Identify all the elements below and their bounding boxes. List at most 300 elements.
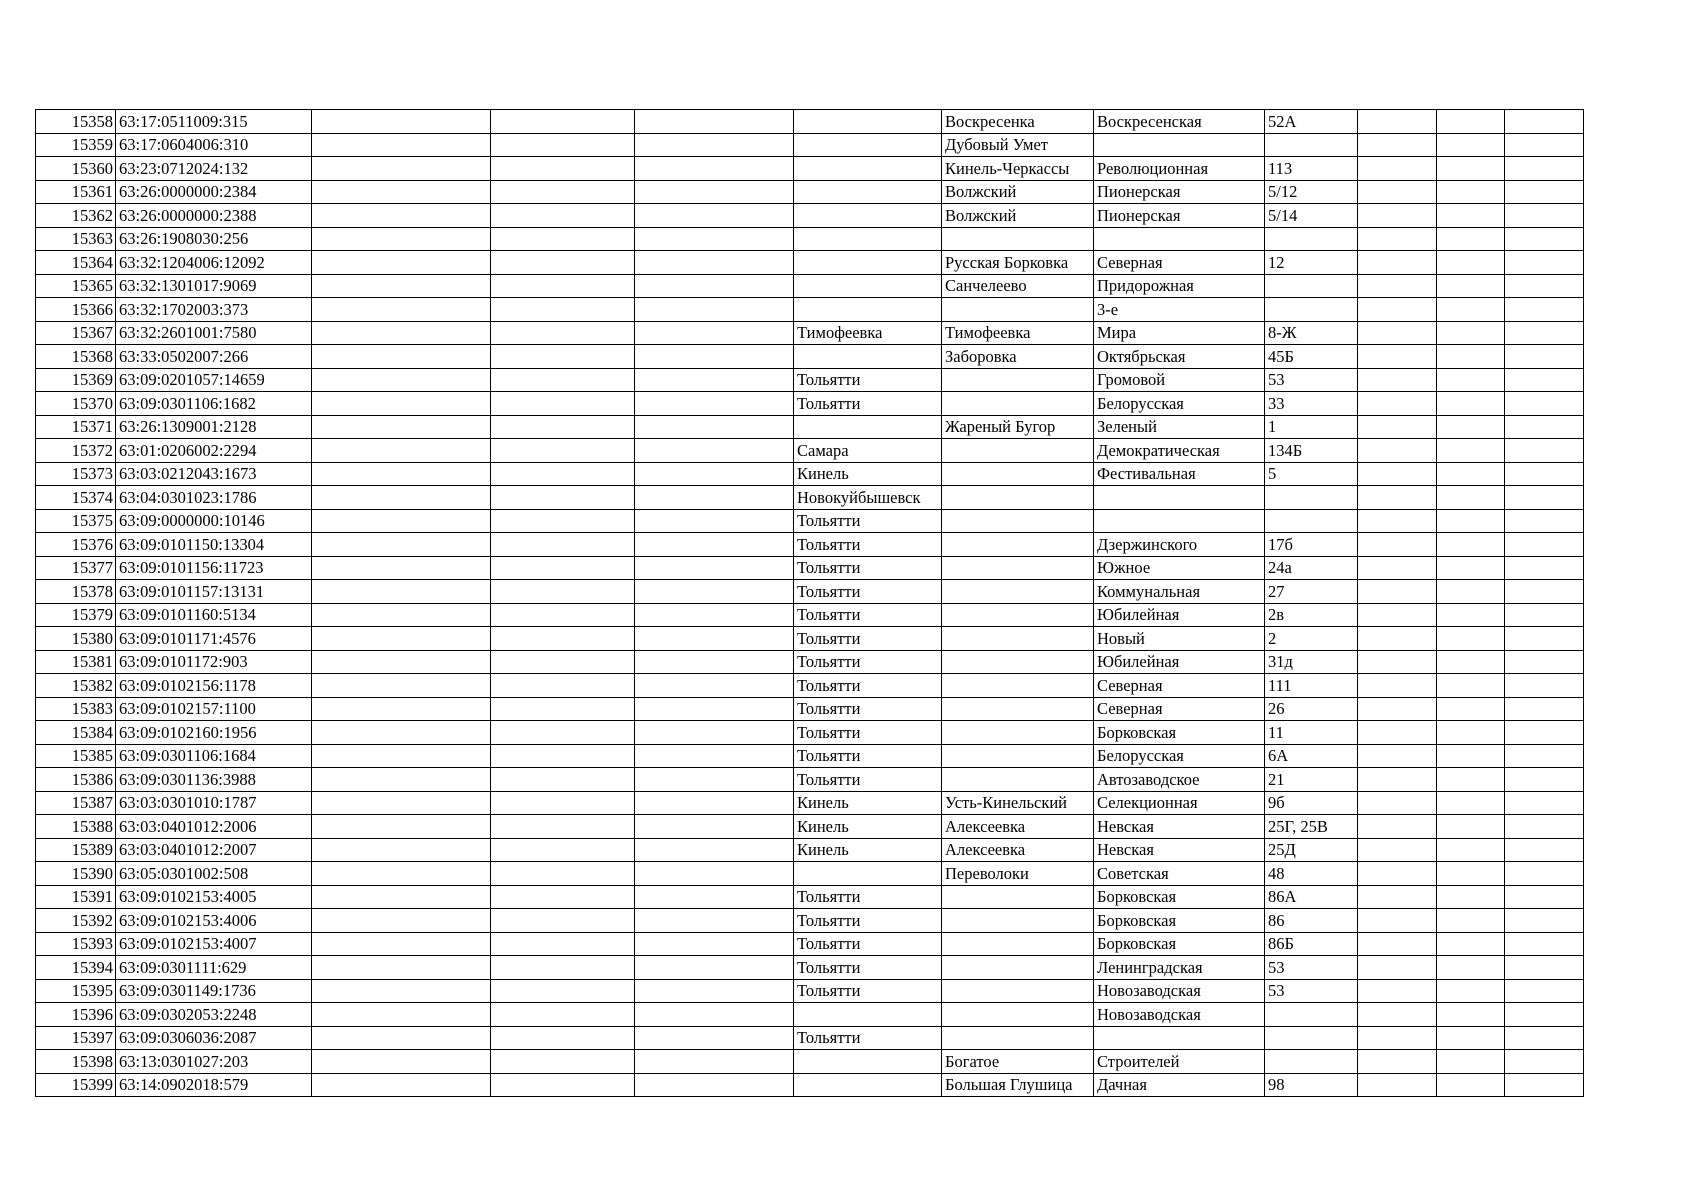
empty-cell xyxy=(491,392,635,416)
cadastral-number-cell: 63:23:0712024:132 xyxy=(116,157,312,181)
city-cell xyxy=(794,251,942,275)
empty-cell xyxy=(312,768,491,792)
empty-cell xyxy=(1437,415,1505,439)
empty-cell xyxy=(491,274,635,298)
empty-cell xyxy=(491,603,635,627)
street-cell: Новозаводская xyxy=(1094,979,1265,1003)
table-row xyxy=(36,439,1584,463)
house-number-cell: 111 xyxy=(1265,674,1358,698)
city-cell: Тольятти xyxy=(794,533,942,557)
cadastral-number-cell: 63:03:0401012:2007 xyxy=(116,838,312,862)
settlement-cell xyxy=(942,509,1094,533)
empty-cell xyxy=(1437,603,1505,627)
settlement-cell: Кинель-Черкассы xyxy=(942,157,1094,181)
table-row xyxy=(36,815,1584,839)
house-number-cell: 53 xyxy=(1265,956,1358,980)
empty-cell xyxy=(1505,650,1584,674)
house-number-cell: 11 xyxy=(1265,721,1358,745)
empty-cell xyxy=(635,486,794,510)
street-cell: Фестивальная xyxy=(1094,462,1265,486)
empty-cell xyxy=(635,274,794,298)
empty-cell xyxy=(635,885,794,909)
empty-cell xyxy=(1358,650,1437,674)
house-number-cell: 134Б xyxy=(1265,439,1358,463)
table-row xyxy=(36,932,1584,956)
city-cell: Тольятти xyxy=(794,697,942,721)
empty-cell xyxy=(312,1073,491,1097)
empty-cell xyxy=(491,415,635,439)
street-cell: Придорожная xyxy=(1094,274,1265,298)
empty-cell xyxy=(1358,1026,1437,1050)
row-number-cell: 15362 xyxy=(36,204,116,228)
empty-cell xyxy=(635,909,794,933)
cadastral-number-cell: 63:09:0306036:2087 xyxy=(116,1026,312,1050)
empty-cell xyxy=(635,298,794,322)
row-number-cell: 15373 xyxy=(36,462,116,486)
settlement-cell: Алексеевка xyxy=(942,838,1094,862)
house-number-cell: 25Д xyxy=(1265,838,1358,862)
settlement-cell: Усть-Кинельский xyxy=(942,791,1094,815)
empty-cell xyxy=(1437,180,1505,204)
street-cell: Борковская xyxy=(1094,885,1265,909)
city-cell: Тольятти xyxy=(794,768,942,792)
empty-cell xyxy=(312,697,491,721)
empty-cell xyxy=(491,133,635,157)
empty-cell xyxy=(312,439,491,463)
table-row xyxy=(36,979,1584,1003)
empty-cell xyxy=(635,1050,794,1074)
row-number-cell: 15360 xyxy=(36,157,116,181)
empty-cell xyxy=(1437,838,1505,862)
empty-cell xyxy=(1437,979,1505,1003)
cadastral-number-cell: 63:09:0101160:5134 xyxy=(116,603,312,627)
cadastral-number-cell: 63:09:0000000:10146 xyxy=(116,509,312,533)
row-number-cell: 15376 xyxy=(36,533,116,557)
street-cell: Дачная xyxy=(1094,1073,1265,1097)
empty-cell xyxy=(1437,1026,1505,1050)
empty-cell xyxy=(1358,603,1437,627)
table-row xyxy=(36,110,1584,134)
empty-cell xyxy=(1358,180,1437,204)
city-cell: Тольятти xyxy=(794,509,942,533)
city-cell: Тольятти xyxy=(794,650,942,674)
empty-cell xyxy=(1358,956,1437,980)
settlement-cell xyxy=(942,697,1094,721)
row-number-cell: 15382 xyxy=(36,674,116,698)
row-number-cell: 15367 xyxy=(36,321,116,345)
table-row xyxy=(36,345,1584,369)
empty-cell xyxy=(491,744,635,768)
empty-cell xyxy=(635,180,794,204)
street-cell: Коммунальная xyxy=(1094,580,1265,604)
empty-cell xyxy=(635,509,794,533)
row-number-cell: 15391 xyxy=(36,885,116,909)
settlement-cell xyxy=(942,227,1094,251)
row-number-cell: 15378 xyxy=(36,580,116,604)
empty-cell xyxy=(1358,321,1437,345)
row-number-cell: 15399 xyxy=(36,1073,116,1097)
empty-cell xyxy=(635,603,794,627)
empty-cell xyxy=(1358,627,1437,651)
street-cell xyxy=(1094,133,1265,157)
cadastral-number-cell: 63:26:0000000:2388 xyxy=(116,204,312,228)
empty-cell xyxy=(312,580,491,604)
table-row xyxy=(36,862,1584,886)
street-cell: Воскресенская xyxy=(1094,110,1265,134)
city-cell: Тольятти xyxy=(794,674,942,698)
table-row xyxy=(36,768,1584,792)
house-number-cell: 5/14 xyxy=(1265,204,1358,228)
row-number-cell: 15390 xyxy=(36,862,116,886)
city-cell: Тольятти xyxy=(794,392,942,416)
empty-cell xyxy=(491,298,635,322)
house-number-cell: 5/12 xyxy=(1265,180,1358,204)
empty-cell xyxy=(1505,815,1584,839)
settlement-cell: Тимофеевка xyxy=(942,321,1094,345)
table-row xyxy=(36,251,1584,275)
table-row xyxy=(36,462,1584,486)
cadastral-number-cell: 63:14:0902018:579 xyxy=(116,1073,312,1097)
empty-cell xyxy=(1358,533,1437,557)
street-cell: Селекционная xyxy=(1094,791,1265,815)
empty-cell xyxy=(1505,791,1584,815)
empty-cell xyxy=(635,791,794,815)
empty-cell xyxy=(491,556,635,580)
empty-cell xyxy=(635,815,794,839)
empty-cell xyxy=(491,486,635,510)
empty-cell xyxy=(1358,274,1437,298)
empty-cell xyxy=(1437,486,1505,510)
empty-cell xyxy=(491,368,635,392)
empty-cell xyxy=(491,204,635,228)
settlement-cell xyxy=(942,768,1094,792)
city-cell: Тольятти xyxy=(794,580,942,604)
house-number-cell: 5 xyxy=(1265,462,1358,486)
empty-cell xyxy=(312,368,491,392)
empty-cell xyxy=(312,345,491,369)
empty-cell xyxy=(635,1003,794,1027)
cadastral-number-cell: 63:32:2601001:7580 xyxy=(116,321,312,345)
empty-cell xyxy=(1505,909,1584,933)
empty-cell xyxy=(1358,791,1437,815)
empty-cell xyxy=(1437,1003,1505,1027)
empty-cell xyxy=(312,509,491,533)
table-row xyxy=(36,1073,1584,1097)
table-row xyxy=(36,509,1584,533)
row-number-cell: 15392 xyxy=(36,909,116,933)
empty-cell xyxy=(491,1026,635,1050)
empty-cell xyxy=(1358,415,1437,439)
table-row xyxy=(36,321,1584,345)
empty-cell xyxy=(312,909,491,933)
cadastral-number-cell: 63:09:0301136:3988 xyxy=(116,768,312,792)
empty-cell xyxy=(1437,368,1505,392)
table-row xyxy=(36,227,1584,251)
empty-cell xyxy=(1505,533,1584,557)
empty-cell xyxy=(491,721,635,745)
empty-cell xyxy=(1505,368,1584,392)
cadastral-number-cell: 63:09:0102153:4005 xyxy=(116,885,312,909)
street-cell xyxy=(1094,486,1265,510)
empty-cell xyxy=(1505,1003,1584,1027)
empty-cell xyxy=(1437,227,1505,251)
city-cell: Тольятти xyxy=(794,556,942,580)
cadastral-number-cell: 63:09:0102160:1956 xyxy=(116,721,312,745)
city-cell: Кинель xyxy=(794,462,942,486)
empty-cell xyxy=(1358,674,1437,698)
table-row xyxy=(36,697,1584,721)
empty-cell xyxy=(1437,533,1505,557)
empty-cell xyxy=(1437,580,1505,604)
cadastral-number-cell: 63:09:0102157:1100 xyxy=(116,697,312,721)
cadastral-number-cell: 63:17:0511009:315 xyxy=(116,110,312,134)
empty-cell xyxy=(1358,744,1437,768)
table-row xyxy=(36,415,1584,439)
city-cell: Тольятти xyxy=(794,1026,942,1050)
empty-cell xyxy=(635,1026,794,1050)
street-cell: Северная xyxy=(1094,697,1265,721)
table-row xyxy=(36,1026,1584,1050)
house-number-cell: 27 xyxy=(1265,580,1358,604)
empty-cell xyxy=(1437,650,1505,674)
cadastral-number-cell: 63:09:0101157:13131 xyxy=(116,580,312,604)
cadastral-number-cell: 63:03:0401012:2006 xyxy=(116,815,312,839)
empty-cell xyxy=(312,133,491,157)
empty-cell xyxy=(1437,1073,1505,1097)
empty-cell xyxy=(1505,1026,1584,1050)
empty-cell xyxy=(1505,486,1584,510)
empty-cell xyxy=(1505,721,1584,745)
street-cell: 3-е xyxy=(1094,298,1265,322)
table-row xyxy=(36,133,1584,157)
empty-cell xyxy=(491,321,635,345)
empty-cell xyxy=(635,650,794,674)
table-row xyxy=(36,603,1584,627)
settlement-cell: Дубовый Умет xyxy=(942,133,1094,157)
empty-cell xyxy=(1505,556,1584,580)
table-row xyxy=(36,956,1584,980)
table-row xyxy=(36,533,1584,557)
city-cell xyxy=(794,1003,942,1027)
empty-cell xyxy=(312,556,491,580)
empty-cell xyxy=(635,110,794,134)
empty-cell xyxy=(1358,157,1437,181)
empty-cell xyxy=(1505,462,1584,486)
empty-cell xyxy=(635,251,794,275)
empty-cell xyxy=(635,838,794,862)
empty-cell xyxy=(312,650,491,674)
street-cell xyxy=(1094,1026,1265,1050)
empty-cell xyxy=(312,744,491,768)
row-number-cell: 15386 xyxy=(36,768,116,792)
empty-cell xyxy=(312,110,491,134)
table-row xyxy=(36,392,1584,416)
empty-cell xyxy=(1437,509,1505,533)
row-number-cell: 15383 xyxy=(36,697,116,721)
empty-cell xyxy=(635,157,794,181)
table-row xyxy=(36,838,1584,862)
city-cell xyxy=(794,862,942,886)
street-cell: Громовой xyxy=(1094,368,1265,392)
empty-cell xyxy=(312,838,491,862)
empty-cell xyxy=(491,1003,635,1027)
cadastral-number-cell: 63:01:0206002:2294 xyxy=(116,439,312,463)
empty-cell xyxy=(1505,697,1584,721)
settlement-cell xyxy=(942,580,1094,604)
row-number-cell: 15396 xyxy=(36,1003,116,1027)
empty-cell xyxy=(491,157,635,181)
house-number-cell: 113 xyxy=(1265,157,1358,181)
city-cell xyxy=(794,227,942,251)
cadastral-number-cell: 63:09:0301106:1684 xyxy=(116,744,312,768)
street-cell: Новозаводская xyxy=(1094,1003,1265,1027)
empty-cell xyxy=(491,697,635,721)
cadastral-number-cell: 63:04:0301023:1786 xyxy=(116,486,312,510)
settlement-cell xyxy=(942,979,1094,1003)
empty-cell xyxy=(1505,180,1584,204)
city-cell: Тольятти xyxy=(794,909,942,933)
empty-cell xyxy=(312,462,491,486)
empty-cell xyxy=(491,227,635,251)
empty-cell xyxy=(1505,956,1584,980)
empty-cell xyxy=(1505,133,1584,157)
empty-cell xyxy=(1358,768,1437,792)
house-number-cell xyxy=(1265,133,1358,157)
table-row xyxy=(36,180,1584,204)
empty-cell xyxy=(1358,838,1437,862)
empty-cell xyxy=(1505,580,1584,604)
street-cell: Новый xyxy=(1094,627,1265,651)
street-cell: Автозаводское xyxy=(1094,768,1265,792)
empty-cell xyxy=(1358,1050,1437,1074)
row-number-cell: 15395 xyxy=(36,979,116,1003)
street-cell xyxy=(1094,227,1265,251)
empty-cell xyxy=(635,768,794,792)
house-number-cell: 52А xyxy=(1265,110,1358,134)
settlement-cell xyxy=(942,627,1094,651)
empty-cell xyxy=(1505,110,1584,134)
row-number-cell: 15369 xyxy=(36,368,116,392)
cadastral-number-cell: 63:09:0102156:1178 xyxy=(116,674,312,698)
empty-cell xyxy=(635,133,794,157)
empty-cell xyxy=(1358,298,1437,322)
house-number-cell: 17б xyxy=(1265,533,1358,557)
empty-cell xyxy=(491,932,635,956)
table-row xyxy=(36,204,1584,228)
empty-cell xyxy=(1505,1073,1584,1097)
empty-cell xyxy=(491,1073,635,1097)
empty-cell xyxy=(635,439,794,463)
empty-cell xyxy=(1358,110,1437,134)
city-cell: Тольятти xyxy=(794,932,942,956)
empty-cell xyxy=(491,627,635,651)
empty-cell xyxy=(1358,556,1437,580)
house-number-cell: 86Б xyxy=(1265,932,1358,956)
empty-cell xyxy=(1358,133,1437,157)
house-number-cell xyxy=(1265,1003,1358,1027)
settlement-cell xyxy=(942,744,1094,768)
cadastral-number-cell: 63:09:0301106:1682 xyxy=(116,392,312,416)
street-cell: Мира xyxy=(1094,321,1265,345)
cadastral-number-cell: 63:26:1309001:2128 xyxy=(116,415,312,439)
empty-cell xyxy=(312,1003,491,1027)
empty-cell xyxy=(1505,439,1584,463)
settlement-cell xyxy=(942,556,1094,580)
house-number-cell xyxy=(1265,298,1358,322)
street-cell: Невская xyxy=(1094,838,1265,862)
empty-cell xyxy=(1505,838,1584,862)
cadastral-number-cell: 63:09:0102153:4006 xyxy=(116,909,312,933)
empty-cell xyxy=(312,932,491,956)
settlement-cell: Алексеевка xyxy=(942,815,1094,839)
city-cell xyxy=(794,204,942,228)
house-number-cell: 33 xyxy=(1265,392,1358,416)
empty-cell xyxy=(1358,227,1437,251)
house-number-cell: 53 xyxy=(1265,979,1358,1003)
street-cell: Строителей xyxy=(1094,1050,1265,1074)
house-number-cell: 48 xyxy=(1265,862,1358,886)
empty-cell xyxy=(1437,885,1505,909)
city-cell: Кинель xyxy=(794,815,942,839)
empty-cell xyxy=(635,697,794,721)
cadastral-number-cell: 63:26:1908030:256 xyxy=(116,227,312,251)
settlement-cell: Большая Глушица xyxy=(942,1073,1094,1097)
table-row xyxy=(36,627,1584,651)
empty-cell xyxy=(1358,909,1437,933)
settlement-cell xyxy=(942,368,1094,392)
empty-cell xyxy=(312,274,491,298)
empty-cell xyxy=(1358,439,1437,463)
table-row xyxy=(36,1050,1584,1074)
table-row xyxy=(36,298,1584,322)
house-number-cell: 21 xyxy=(1265,768,1358,792)
empty-cell xyxy=(1437,721,1505,745)
street-cell: Северная xyxy=(1094,251,1265,275)
empty-cell xyxy=(1358,345,1437,369)
table-row xyxy=(36,674,1584,698)
empty-cell xyxy=(312,1026,491,1050)
empty-cell xyxy=(635,862,794,886)
empty-cell xyxy=(1505,603,1584,627)
row-number-cell: 15393 xyxy=(36,932,116,956)
empty-cell xyxy=(1437,768,1505,792)
empty-cell xyxy=(1505,204,1584,228)
table-row xyxy=(36,909,1584,933)
empty-cell xyxy=(635,345,794,369)
row-number-cell: 15389 xyxy=(36,838,116,862)
empty-cell xyxy=(312,415,491,439)
cadastral-table xyxy=(35,109,1584,1097)
empty-cell xyxy=(491,956,635,980)
empty-cell xyxy=(1437,439,1505,463)
empty-cell xyxy=(1437,791,1505,815)
empty-cell xyxy=(1358,392,1437,416)
empty-cell xyxy=(635,227,794,251)
settlement-cell: Волжский xyxy=(942,204,1094,228)
table-row xyxy=(36,274,1584,298)
street-cell: Невская xyxy=(1094,815,1265,839)
empty-cell xyxy=(1437,744,1505,768)
table-row xyxy=(36,486,1584,510)
empty-cell xyxy=(635,321,794,345)
empty-cell xyxy=(491,509,635,533)
empty-cell xyxy=(1437,298,1505,322)
empty-cell xyxy=(491,979,635,1003)
settlement-cell: Заборовка xyxy=(942,345,1094,369)
row-number-cell: 15370 xyxy=(36,392,116,416)
row-number-cell: 15375 xyxy=(36,509,116,533)
empty-cell xyxy=(635,368,794,392)
